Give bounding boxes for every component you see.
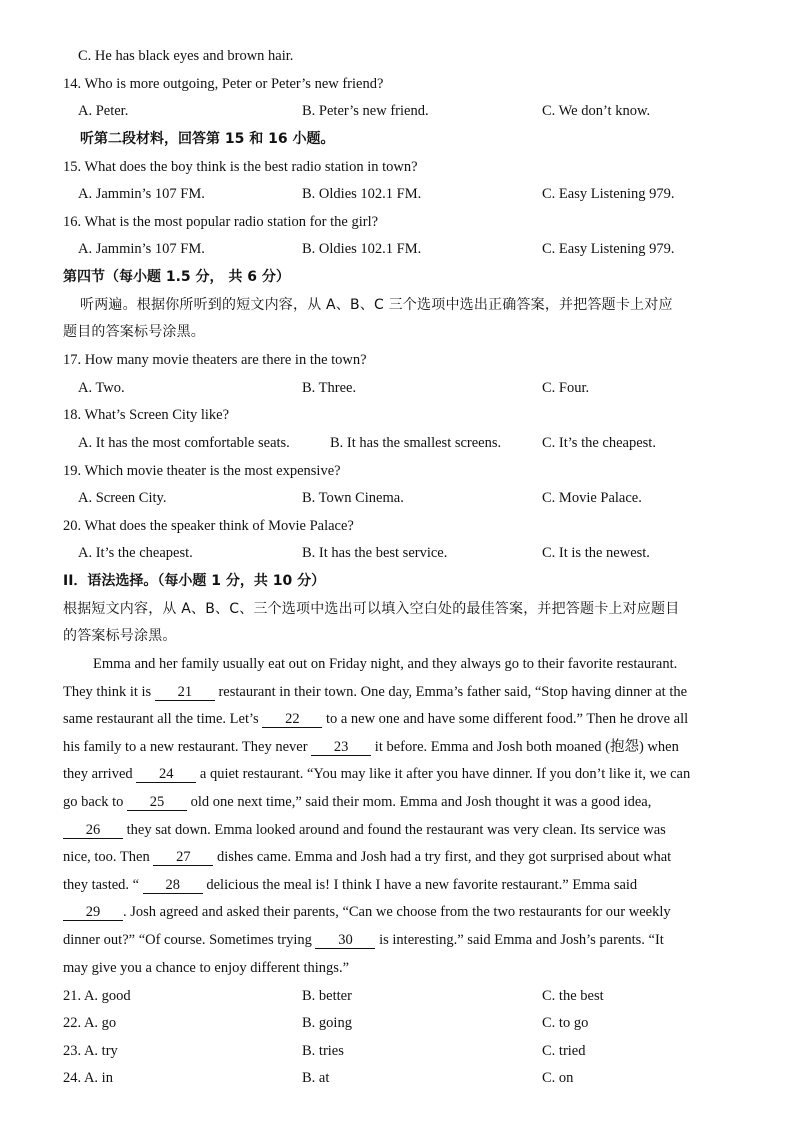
passage-line-6: [63, 792, 651, 812]
q15-option-a: A. Jammin’s 107 FM.: [78, 186, 205, 202]
q18-option-b: B. It has the smallest screens.: [330, 435, 502, 451]
q18-option-a: A. It has the most comfortable seats.: [78, 435, 290, 451]
q24-option-b: B. at: [302, 1070, 330, 1086]
passage-line-7: [63, 820, 666, 840]
q16-stem: 16. What is the most popular radio station for the girl?: [63, 214, 379, 230]
q18-option-c: C. It’s the cheapest.: [542, 435, 656, 451]
passage-text: is interesting.” said Emma and Josh’s parents. “It: [379, 932, 664, 948]
blank-24: 24: [136, 766, 196, 783]
passage-text: dinner out?” “Of course. Sometimes trying: [63, 932, 312, 948]
q17-option-b: B. Three.: [302, 380, 357, 396]
q14-option-a: A. Peter.: [78, 103, 129, 119]
q15-option-c: C. Easy Listening 979.: [542, 186, 675, 202]
q17-option-c: C. Four.: [542, 380, 590, 396]
passage-line-1: Emma and her family usually eat out on Friday night, and they always go to their favorite restaurant.: [93, 656, 678, 672]
part2-grammar-title: II．语法选择。（每小题 1 分，共 10 分）: [63, 573, 326, 589]
q22-option-b: B. going: [302, 1015, 352, 1031]
part2-instructions-line2: 的答案标号涂黑。: [63, 628, 177, 644]
passage-text: . Josh agreed and asked their parents, “Can we choose from the two restaurants for our weekly: [123, 904, 671, 920]
q21-option-c: C. the best: [542, 988, 604, 1004]
passage-text: restaurant in their town. One day, Emma’s father said, “Stop having dinner at the: [218, 684, 688, 700]
passage-line-5: [63, 764, 690, 784]
section4-instructions-line2: 题目的答案标号涂黑。: [63, 324, 205, 340]
passage-text: they sat down. Emma looked around and found the restaurant was very clean. Its service was: [126, 822, 666, 838]
blank-30: 30: [315, 932, 375, 949]
passage-text: a quiet restaurant. “You may like it after you have dinner. If you don’t like it, we can: [199, 766, 691, 782]
q13-option-c: C. He has black eyes and brown hair.: [78, 48, 294, 64]
passage-line-10: [63, 902, 671, 922]
q24-option-c: C. on: [542, 1070, 574, 1086]
q21-option-b: B. better: [302, 988, 352, 1004]
passage-text: dishes came. Emma and Josh had a try first, and they got surprised about what: [216, 849, 672, 865]
passage-text: same restaurant all the time. Let’s: [63, 711, 259, 727]
blank-28: 28: [143, 877, 203, 894]
q15-stem: 15. What does the boy think is the best radio station in town?: [63, 159, 418, 175]
q16-option-b: B. Oldies 102.1 FM.: [302, 241, 422, 257]
q20-option-b: B. It has the best service.: [302, 545, 448, 561]
q23-option-a: 23. A. try: [63, 1043, 118, 1059]
passage-text: old one next time,” said their mom. Emma and Josh thought it was a good idea,: [190, 794, 652, 810]
q22-option-a: 22. A. go: [63, 1015, 117, 1031]
blank-29: 29: [63, 904, 123, 921]
q14-stem: 14. Who is more outgoing, Peter or Peter’s new friend?: [63, 76, 384, 92]
blank-25: 25: [127, 794, 187, 811]
blank-27: 27: [153, 849, 213, 866]
passage-line-8: [63, 847, 671, 867]
passage-line-9: [63, 875, 637, 895]
q15-option-b: B. Oldies 102.1 FM.: [302, 186, 422, 202]
section4-title: 第四节（每小题 1.5 分， 共 6 分）: [63, 269, 290, 285]
q16-option-c: C. Easy Listening 979.: [542, 241, 675, 257]
q19-option-a: A. Screen City.: [78, 490, 167, 506]
q21-option-a: 21. A. good: [63, 988, 131, 1004]
section4-instructions-line1: 听两遍。根据你所听到的短文内容，从 A、B、C 三个选项中选出正确答案，并把答题卡上对应: [80, 297, 673, 313]
part2-instructions-line1: 根据短文内容，从 A、B、C、三个选项中选出可以填入空白处的最佳答案，并把答题卡上对应题目: [63, 601, 680, 617]
blank-23: 23: [311, 739, 371, 756]
q16-option-a: A. Jammin’s 107 FM.: [78, 241, 205, 257]
q17-option-a: A. Two.: [78, 380, 125, 396]
passage-line-4: [63, 737, 679, 757]
passage-text: they arrived: [63, 766, 133, 782]
q14-option-c: C. We don’t know.: [542, 103, 651, 119]
passage-text: it before. Emma and Josh both moaned (抱怨) when: [374, 739, 679, 755]
q18-stem: 18. What’s Screen City like?: [63, 407, 230, 423]
q24-option-a: 24. A. in: [63, 1070, 113, 1086]
q19-stem: 19. Which movie theater is the most expensive?: [63, 463, 341, 479]
passage-line-3: [63, 709, 688, 729]
blank-21: 21: [155, 684, 215, 701]
q17-stem: 17. How many movie theaters are there in the town?: [63, 352, 367, 368]
passage-line-11: [63, 930, 664, 950]
passage-text: delicious the meal is! I think I have a new favorite restaurant.” Emma said: [206, 877, 638, 893]
q20-stem: 20. What does the speaker think of Movie Palace?: [63, 518, 354, 534]
passage-text: go back to: [63, 794, 124, 810]
q23-option-b: B. tries: [302, 1043, 344, 1059]
q14-option-b: B. Peter’s new friend.: [302, 103, 429, 119]
passage-line-2: [63, 682, 687, 702]
blank-26: 26: [63, 822, 123, 839]
q20-option-a: A. It’s the cheapest.: [78, 545, 193, 561]
passage-text: his family to a new restaurant. They never: [63, 739, 308, 755]
passage-text: to a new one and have some different food.” Then he drove all: [325, 711, 689, 727]
passage-text: They think it is: [63, 684, 152, 700]
q19-option-c: C. Movie Palace.: [542, 490, 642, 506]
q20-option-c: C. It is the newest.: [542, 545, 650, 561]
part2-listening-note: 听第二段材料，回答第 15 和 16 小题。: [80, 131, 335, 147]
passage-text: nice, too. Then: [63, 849, 150, 865]
q22-option-c: C. to go: [542, 1015, 589, 1031]
q23-option-c: C. tried: [542, 1043, 586, 1059]
passage-line-12: may give you a chance to enjoy different things.”: [63, 960, 350, 976]
blank-22: 22: [262, 711, 322, 728]
passage-text: they tasted. “: [63, 877, 140, 893]
q19-option-b: B. Town Cinema.: [302, 490, 404, 506]
